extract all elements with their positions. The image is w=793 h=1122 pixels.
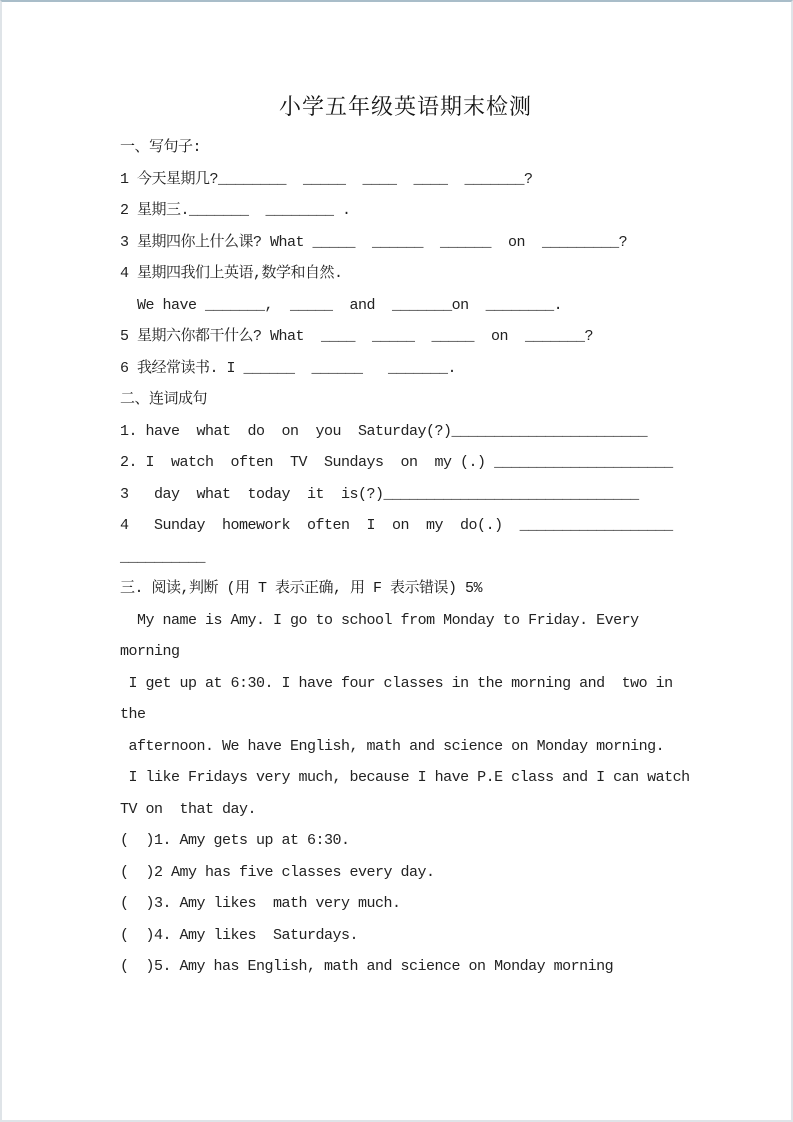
section2-answer-blank-line: __________ [120, 548, 206, 566]
reading-passage-line-3: afternoon. We have English, math and science on Monday morning. [120, 737, 665, 755]
section2-heading: 二、连词成句 [120, 391, 208, 408]
true-false-question-4: ( )4. Amy likes Saturdays. [120, 926, 359, 944]
section1-line-2: 2 星期三._______ ________ . [120, 202, 351, 219]
section3-heading: 三. 阅读,判断 (用 T 表示正确, 用 F 表示错误) 5% [120, 580, 483, 597]
true-false-question-5: ( )5. Amy has English, math and science on Monday morning [120, 958, 614, 975]
section1-line-4-answer: We have _______, _____ and _______on ________. [120, 296, 563, 314]
reading-passage-line-4: I like Fridays very much, because I have P.E class and I can watch [120, 769, 690, 786]
page-title: 小学五年级英语期末检测 [278, 94, 532, 119]
true-false-question-1: ( )1. Amy gets up at 6:30. [120, 832, 350, 849]
section1-heading: 一、写句子: [120, 139, 202, 156]
document-content [2, 2, 791, 983]
reading-passage-line-5: TV on that day. [120, 800, 257, 818]
section1-line-6: 6 我经常读书. I ______ ______ _______. [120, 359, 457, 377]
section2-item-4: 4 Sunday homework often I on my do(.) __________________ [120, 517, 673, 534]
section2-item-1: 1. have what do on you Saturday(?)_______________________ [120, 422, 648, 440]
section1-line-1: 1 今天星期几?________ _____ ____ ____ _______? [120, 170, 533, 188]
section1-line-4: 4 星期四我们上英语,数学和自然. [120, 265, 343, 282]
section2-item-3: 3 day what today it is(?)______________________________ [120, 485, 639, 503]
true-false-question-2: ( )2 Amy has five classes every day. [120, 863, 435, 881]
section1-line-3: 3 星期四你上什么课? What _____ ______ ______ on _________? [120, 233, 628, 251]
reading-passage-line-1: My name is Amy. I go to school from Monday to Friday. Every morning [120, 611, 648, 660]
reading-passage-line-2: I get up at 6:30. I have four classes in the morning and two in the [120, 674, 682, 723]
section2-item-2: 2. I watch often TV Sundays on my (.) _____________________ [120, 454, 673, 471]
section1-line-5: 5 星期六你都干什么? What ____ _____ _____ on _______? [120, 328, 594, 345]
true-false-question-3: ( )3. Amy likes math very much. [120, 895, 401, 912]
